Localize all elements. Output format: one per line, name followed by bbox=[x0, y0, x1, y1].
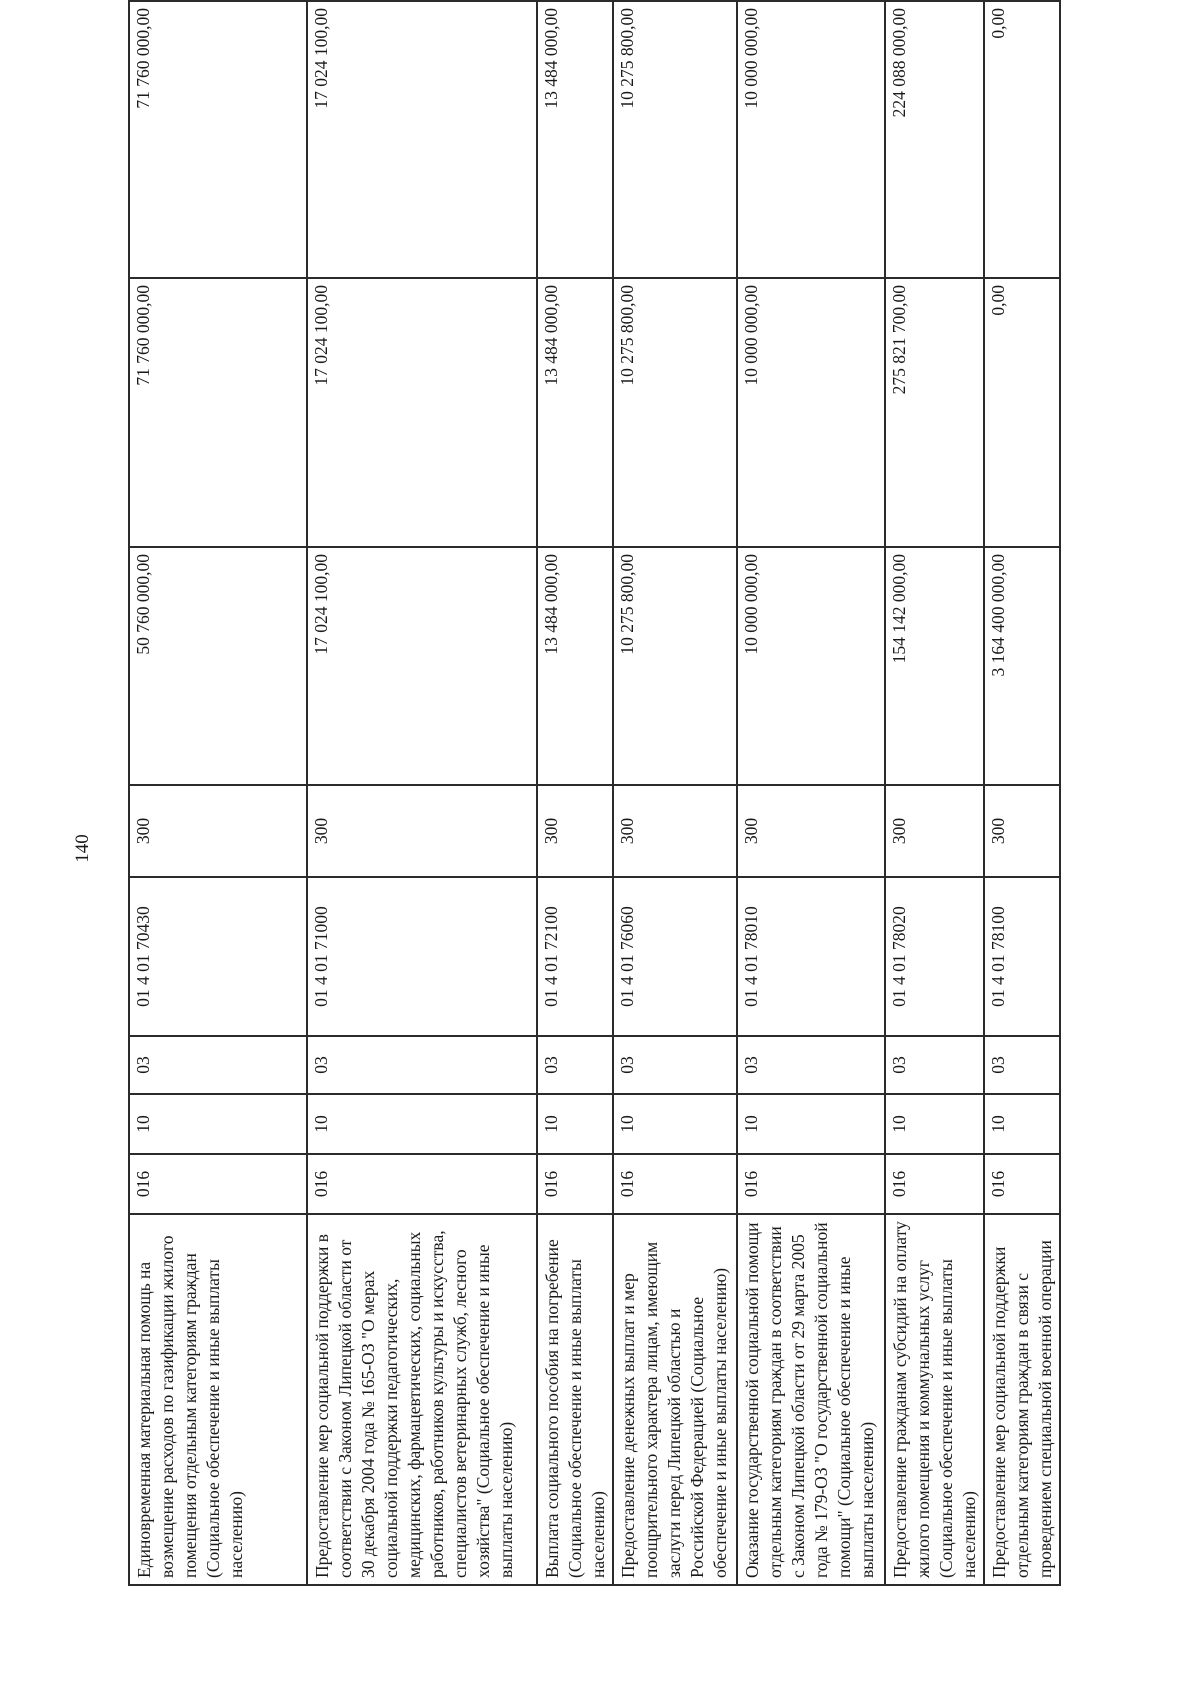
amount-2-cell: 17 024 100,00 bbox=[307, 278, 537, 547]
amount-2-cell: 13 484 000,00 bbox=[537, 278, 613, 547]
ministry-code-cell: 016 bbox=[737, 1154, 885, 1214]
amount-2-cell: 10 000 000,00 bbox=[737, 278, 885, 547]
expense-name-cell: Единовременная материальная помощь на возмещение расходов по газификации жилого помещения отдельным категориям граждан (Социальное обеспечение и иные выплаты населению) bbox=[129, 1214, 307, 1585]
section-code-cell: 10 bbox=[737, 1094, 885, 1154]
expense-type-cell: 300 bbox=[737, 785, 885, 877]
ministry-code-cell: 016 bbox=[885, 1154, 984, 1214]
amount-3-cell: 17 024 100,00 bbox=[307, 1, 537, 278]
expense-name-cell: Предоставление мер социальной поддержки отдельным категориям граждан в связи с проведением специальной военной операции bbox=[984, 1214, 1060, 1585]
target-article-cell: 01 4 01 70430 bbox=[129, 877, 307, 1036]
amount-1-cell: 3 164 400 000,00 bbox=[984, 547, 1060, 785]
ministry-code-cell: 016 bbox=[613, 1154, 737, 1214]
target-article-cell: 01 4 01 71000 bbox=[307, 877, 537, 1036]
section-code-cell: 10 bbox=[984, 1094, 1060, 1154]
subsection-code-cell: 03 bbox=[984, 1036, 1060, 1094]
target-article-cell: 01 4 01 76060 bbox=[613, 877, 737, 1036]
amount-1-cell: 10 000 000,00 bbox=[737, 547, 885, 785]
table-row bbox=[885, 1, 984, 1585]
amount-1-cell: 50 760 000,00 bbox=[129, 547, 307, 785]
expense-name-cell: Предоставление гражданам субсидий на оплату жилого помещения и коммунальных услуг (Социальное обеспечение и иные выплаты населению) bbox=[885, 1214, 984, 1585]
table-row bbox=[307, 1, 537, 1585]
table-row bbox=[613, 1, 737, 1585]
amount-2-cell: 10 275 800,00 bbox=[613, 278, 737, 547]
table-row bbox=[537, 1, 613, 1585]
amount-3-cell: 10 000 000,00 bbox=[737, 1, 885, 278]
table-row bbox=[129, 1, 307, 1585]
amount-1-cell: 17 024 100,00 bbox=[307, 547, 537, 785]
expense-type-cell: 300 bbox=[984, 785, 1060, 877]
amount-3-cell: 224 088 000,00 bbox=[885, 1, 984, 278]
table-row bbox=[984, 1, 1060, 1585]
section-code-cell: 10 bbox=[307, 1094, 537, 1154]
table-row bbox=[737, 1, 885, 1585]
expense-name-cell: Оказание государственной социальной помощи отдельным категориям граждан в соответствии с Законом Липецкой области от 29 марта 2005 года № 179-ОЗ "О государственной социальной помощи" (Социальное обеспечение и иные выплаты населению) bbox=[737, 1214, 885, 1585]
section-code-cell: 10 bbox=[129, 1094, 307, 1154]
subsection-code-cell: 03 bbox=[737, 1036, 885, 1094]
amount-2-cell: 275 821 700,00 bbox=[885, 278, 984, 547]
amount-3-cell: 0,00 bbox=[984, 1, 1060, 278]
amount-2-cell: 71 760 000,00 bbox=[129, 278, 307, 547]
expense-name-cell: Выплата социального пособия на погребение (Социальное обеспечение и иные выплаты населению) bbox=[537, 1214, 613, 1585]
section-code-cell: 10 bbox=[613, 1094, 737, 1154]
target-article-cell: 01 4 01 78100 bbox=[984, 877, 1060, 1036]
page-number: 140 bbox=[72, 834, 93, 863]
amount-3-cell: 10 275 800,00 bbox=[613, 1, 737, 278]
subsection-code-cell: 03 bbox=[613, 1036, 737, 1094]
target-article-cell: 01 4 01 78020 bbox=[885, 877, 984, 1036]
expense-type-cell: 300 bbox=[613, 785, 737, 877]
amount-3-cell: 13 484 000,00 bbox=[537, 1, 613, 278]
expense-type-cell: 300 bbox=[307, 785, 537, 877]
amount-3-cell: 71 760 000,00 bbox=[129, 1, 307, 278]
target-article-cell: 01 4 01 78010 bbox=[737, 877, 885, 1036]
ministry-code-cell: 016 bbox=[129, 1154, 307, 1214]
amount-1-cell: 154 142 000,00 bbox=[885, 547, 984, 785]
amount-1-cell: 13 484 000,00 bbox=[537, 547, 613, 785]
expense-type-cell: 300 bbox=[129, 785, 307, 877]
expense-name-cell: Предоставление мер социальной поддержки в соответствии с Законом Липецкой области от 30 декабря 2004 года № 165-ОЗ "О мерах социальной поддержки педагогических, медицинских, фармацевтических, социальных работников, работников культуры и искусства, специалистов ветеринарных служб, лесного хозяйства" (Социальное обеспечение и иные выплаты населению) bbox=[307, 1214, 537, 1585]
ministry-code-cell: 016 bbox=[307, 1154, 537, 1214]
amount-2-cell: 0,00 bbox=[984, 278, 1060, 547]
expense-type-cell: 300 bbox=[537, 785, 613, 877]
section-code-cell: 10 bbox=[885, 1094, 984, 1154]
expense-type-cell: 300 bbox=[885, 785, 984, 877]
subsection-code-cell: 03 bbox=[307, 1036, 537, 1094]
subsection-code-cell: 03 bbox=[885, 1036, 984, 1094]
subsection-code-cell: 03 bbox=[537, 1036, 613, 1094]
ministry-code-cell: 016 bbox=[984, 1154, 1060, 1214]
ministry-code-cell: 016 bbox=[537, 1154, 613, 1214]
budget-table bbox=[128, 0, 1061, 1586]
subsection-code-cell: 03 bbox=[129, 1036, 307, 1094]
target-article-cell: 01 4 01 72100 bbox=[537, 877, 613, 1036]
section-code-cell: 10 bbox=[537, 1094, 613, 1154]
amount-1-cell: 10 275 800,00 bbox=[613, 547, 737, 785]
expense-name-cell: Предоставление денежных выплат и мер поощрительного характера лицам, имеющим заслуги перед Липецкой областью и Российской Федерацией (Социальное обеспечение и иные выплаты населению) bbox=[613, 1214, 737, 1585]
